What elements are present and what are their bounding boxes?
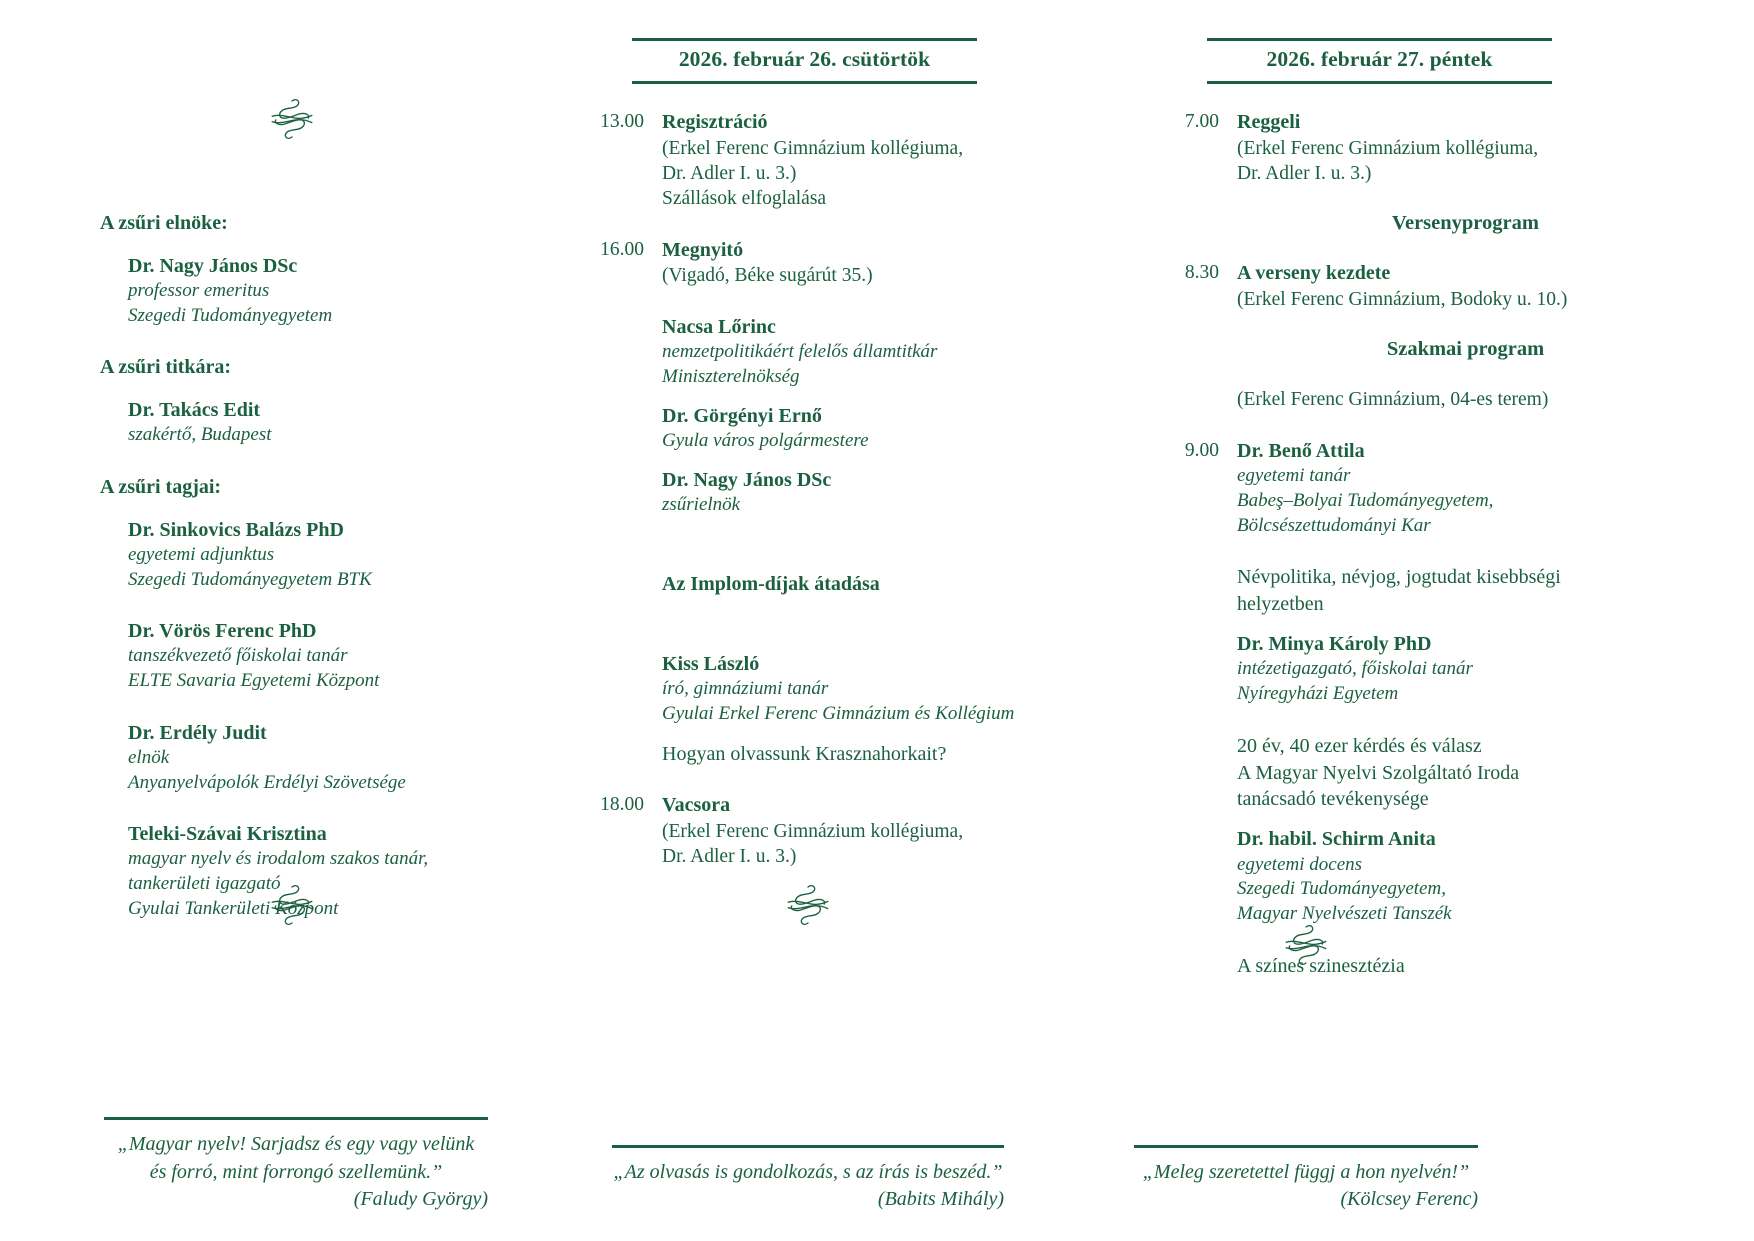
schedule-item-affiliation: Babeş–Bolyai Tudományegyetem, (1237, 489, 1494, 511)
jury-member-detail: Szegedi Tudományegyetem (128, 304, 333, 326)
day2-title: 2026. február 27. péntek (1266, 47, 1493, 71)
schedule-time: 13.00 (600, 111, 644, 132)
jury-member-detail: tanszékvezető főiskolai tanár (128, 645, 348, 667)
jury-member-name: Dr. Sinkovics Balázs PhD (128, 519, 344, 542)
schedule-row (580, 238, 1115, 768)
schedule-time: 16.00 (600, 238, 644, 260)
spacer (1155, 413, 1694, 439)
schedule-item-title: Dr. habil. Schirm Anita (1237, 828, 1436, 851)
flourish-ornament-middle-bottom (612, 878, 1004, 932)
schedule-item-affiliation: Nyíregyházi Egyetem (1237, 683, 1399, 705)
quote-right (1134, 1145, 1478, 1213)
jury-member-name: Dr. Vörös Ferenc PhD (128, 620, 317, 643)
schedule-item-topic: tanácsadó tevékenysége (1237, 788, 1429, 811)
schedule-body (662, 110, 1115, 212)
schedule-row (580, 110, 1115, 212)
jury-section-label: A zsűri elnöke: (100, 212, 228, 234)
jury-member-detail: magyar nyelv és irodalom szakos tanár, (128, 848, 429, 870)
day2-schedule (1155, 110, 1694, 980)
quote-middle-rule (612, 1145, 1004, 1148)
jury-member-detail: ELTE Savaria Egyetemi Központ (128, 670, 380, 692)
spacer (580, 212, 1115, 238)
jury-member-detail: elnök (128, 746, 170, 768)
schedule-item-topic: Hogyan olvassunk Krasznahorkait? (662, 742, 947, 765)
spacer (1237, 618, 1694, 632)
schedule-item-affiliation: Gyulai Erkel Ferenc Gimnázium és Kollégium (662, 702, 1015, 724)
schedule-item-affiliation: zsűrielnök (662, 494, 741, 516)
day1-schedule (580, 110, 1115, 870)
schedule-row (1155, 439, 1694, 980)
jury-member-detail: egyetemi adjunktus (128, 544, 275, 566)
schedule-item-affiliation: író, gimnáziumi tanár (662, 678, 829, 700)
spacer (1237, 186, 1694, 212)
schedule-item-title: Dr. Minya Károly PhD (1237, 632, 1432, 655)
schedule-item-title: Regisztráció (662, 111, 768, 133)
jury-member-detail: tankerületi igazgató (128, 872, 281, 894)
schedule-item-title: Dr. Görgényi Ernő (662, 404, 822, 427)
spacer (580, 767, 1115, 793)
spacer (1237, 538, 1694, 564)
jury-member-detail: szakértő, Budapest (128, 424, 272, 446)
quote-middle (612, 1145, 1004, 1213)
schedule-item-title: A verseny kezdete (1237, 262, 1391, 285)
jury-member-detail: Szegedi Tudományegyetem BTK (128, 568, 372, 590)
jury-member (128, 253, 520, 328)
day2-rule-bottom (1207, 81, 1552, 84)
jury-member-name: Dr. Takács Edit (128, 399, 261, 422)
schedule-row (1155, 110, 1694, 235)
quote-right-rule (1134, 1145, 1478, 1148)
schedule-item-venue: (Erkel Ferenc Gimnázium kollégiuma, (662, 821, 964, 843)
schedule-item-venue: (Erkel Ferenc Gimnázium, 04-es terem) (1237, 389, 1549, 411)
schedule-item-title: Az Implom-díjak átadása (662, 573, 880, 596)
spacer (1237, 312, 1694, 338)
schedule-item-venue: Dr. Adler I. u. 3.) (1237, 162, 1372, 184)
spacer (100, 592, 520, 618)
quote-middle-author: (Babits Mihály) (877, 1187, 1004, 1210)
schedule-item-venue: Szállások elfoglalása (662, 188, 827, 210)
quote-middle-line-1: „Az olvasás is gondolkozás, s az írás is beszéd.” (613, 1160, 1003, 1183)
jury-member-name: Dr. Erdély Judit (128, 721, 267, 744)
schedule-item-affiliation: Bölcsészettudományi Kar (1237, 514, 1431, 536)
jury-section-label: A zsűri titkára: (100, 356, 232, 379)
column-day2 (1155, 0, 1754, 1241)
schedule-item-title: Kiss László (662, 652, 760, 675)
jury-member (128, 397, 520, 448)
quote-right-author: (Kölcsey Ferenc) (1340, 1187, 1478, 1210)
schedule-section-heading: Versenyprogram (1392, 212, 1539, 235)
schedule-section-heading: Szakmai program (1386, 338, 1545, 361)
schedule-item-affiliation: egyetemi tanár (1237, 465, 1351, 487)
flourish-ornament-left-top (100, 92, 484, 146)
day2-header (1207, 38, 1552, 84)
schedule-item-venue: Dr. Adler I. u. 3.) (662, 846, 797, 868)
spacer (1237, 707, 1694, 733)
schedule-item-venue: Dr. Adler I. u. 3.) (662, 162, 797, 184)
schedule-item-title: Vacsora (662, 794, 731, 817)
spacer (662, 518, 1115, 572)
jury-member (128, 517, 520, 592)
spacer (662, 727, 1115, 741)
schedule-time: 7.00 (1184, 111, 1219, 132)
jury-member (128, 618, 520, 693)
schedule-item-affiliation: Szegedi Tudományegyetem, (1237, 878, 1446, 900)
schedule-item-title: Dr. Nagy János DSc (662, 468, 832, 491)
flourish-ornament-left-bottom (100, 878, 484, 932)
schedule-row (1155, 261, 1694, 412)
jury-section-label: A zsűri tagjai: (100, 476, 222, 499)
schedule-row (580, 793, 1115, 869)
quote-right-line-1: „Meleg szeretettel függj a hon nyelvén!” (1142, 1160, 1470, 1183)
schedule-item-affiliation: nemzetpolitikáért felelős államtitkár (662, 341, 938, 363)
jury-member-name: Teleki-Szávai Krisztina (128, 823, 327, 846)
column-jury (0, 0, 580, 1241)
schedule-body (1237, 261, 1694, 412)
schedule-item-affiliation: Magyar Nyelvészeti Tanszék (1237, 903, 1452, 925)
schedule-body (662, 793, 1115, 869)
schedule-item-title: Nacsa Lőrinc (662, 315, 776, 338)
schedule-item-affiliation: Gyula város polgármestere (662, 430, 869, 452)
day1-title: 2026. február 26. csütörtök (678, 47, 931, 71)
spacer (100, 795, 520, 821)
spacer (662, 289, 1115, 315)
spacer (662, 390, 1115, 404)
flourish-ornament-right-bottom (1134, 918, 1478, 972)
spacer (100, 448, 520, 476)
jury-member-detail: Anyanyelvápolók Erdélyi Szövetsége (128, 771, 406, 793)
schedule-item-venue: (Erkel Ferenc Gimnázium, Bodoky u. 10.) (1237, 288, 1568, 310)
schedule-item-topic: 20 év, 40 ezer kérdés és válasz (1237, 734, 1482, 757)
spacer (1237, 361, 1694, 387)
schedule-time: 8.30 (1184, 262, 1219, 284)
column-day1 (580, 0, 1155, 1241)
schedule-item-affiliation: intézetigazgató, főiskolai tanár (1237, 658, 1473, 680)
quote-left-rule (104, 1117, 488, 1120)
schedule-item-topic: A Magyar Nyelvi Szolgáltató Iroda (1237, 761, 1520, 784)
jury-member-name: Dr. Nagy János DSc (128, 255, 298, 277)
schedule-item-venue: (Erkel Ferenc Gimnázium kollégiuma, (662, 137, 964, 159)
quote-left (104, 1117, 488, 1213)
quote-left-author: (Faludy György) (353, 1187, 488, 1210)
schedule-item-title: Dr. Benő Attila (1237, 439, 1365, 462)
jury-list (100, 212, 520, 921)
schedule-item-venue: (Erkel Ferenc Gimnázium kollégiuma, (1237, 137, 1539, 159)
jury-member-detail: Gyulai Tankerületi Központ (128, 897, 339, 919)
schedule-body (1237, 439, 1694, 980)
schedule-item-title: Megnyitó (662, 238, 744, 261)
schedule-time: 18.00 (600, 794, 644, 816)
schedule-item-title: Reggeli (1237, 111, 1301, 133)
spacer (1155, 235, 1694, 261)
schedule-item-topic: helyzetben (1237, 593, 1324, 616)
schedule-body (662, 238, 1115, 768)
quote-left-line-2: és forró, mint forrongó szellemünk.” (149, 1160, 443, 1183)
schedule-item-affiliation: Miniszterelnökség (662, 365, 800, 387)
schedule-item-venue: (Vigadó, Béke sugárút 35.) (662, 265, 873, 287)
schedule-item-affiliation: egyetemi docens (1237, 853, 1363, 875)
day1-header (632, 38, 977, 84)
schedule-time: 9.00 (1184, 439, 1219, 461)
quote-left-line-1: „Magyar nyelv! Sarjadsz és egy vagy velünk (117, 1133, 475, 1156)
spacer (662, 598, 1115, 652)
spacer (100, 328, 520, 356)
spacer (1237, 813, 1694, 827)
schedule-body (1237, 110, 1694, 235)
day1-rule-bottom (632, 81, 977, 84)
schedule-item-topic: A színes szinesztézia (1237, 954, 1405, 977)
spacer (100, 694, 520, 720)
jury-member-detail: professor emeritus (128, 280, 270, 301)
spacer (662, 454, 1115, 468)
schedule-item-topic: Névpolitika, névjog, jogtudat kisebbségi (1237, 566, 1561, 589)
jury-member (128, 720, 520, 795)
